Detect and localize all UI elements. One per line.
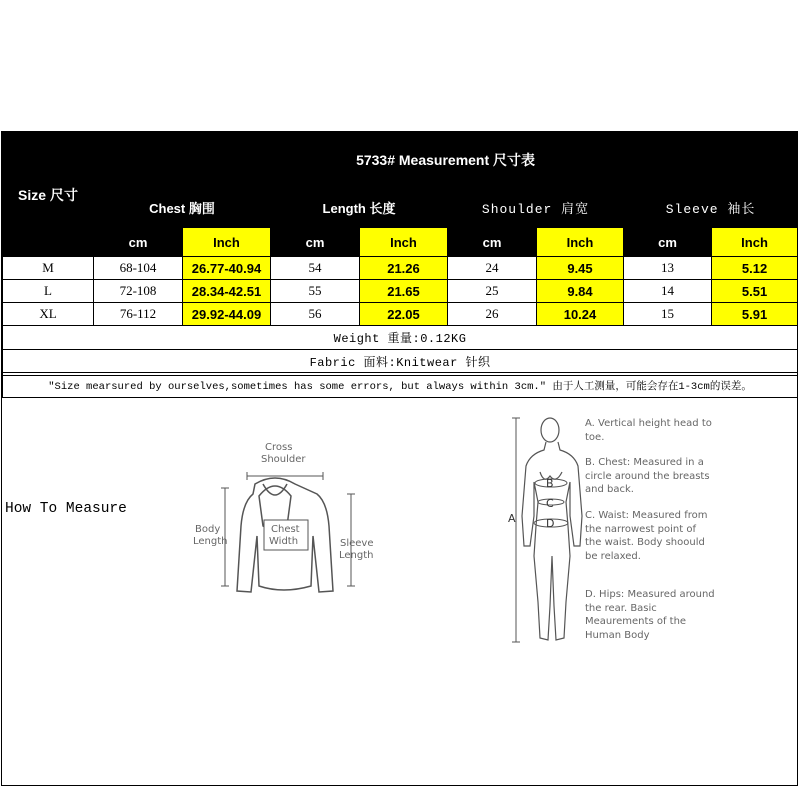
unit-cm: cm (624, 228, 712, 257)
sleeve-header: Sleeve 袖长 (624, 187, 798, 228)
chest-width-label-1: Chest (271, 524, 300, 535)
step-c-text: C. Waist: Measured from the narrowest point of the waist. Body shoould be relaxed. (585, 510, 708, 562)
marker-a: A (508, 512, 516, 525)
how-to-measure-label: How To Measure (5, 501, 127, 517)
length-header: Length 长度 (271, 187, 448, 228)
size-header: Size 尺寸 (3, 133, 94, 257)
sleeve-cm-cell: 15 (624, 303, 712, 326)
chest-header: Chest 胸围 (94, 187, 271, 228)
step-d-text: D. Hips: Measured around the rear. Basic Meaurements of the Human Body (585, 589, 715, 641)
unit-inch: Inch (712, 228, 798, 257)
unit-cm: cm (448, 228, 537, 257)
length-cm-cell: 56 (271, 303, 360, 326)
shoulder-header: Shoulder 肩宽 (448, 187, 624, 228)
table-row (3, 280, 798, 303)
head-outline (541, 418, 559, 442)
length-cm-cell: 54 (271, 257, 360, 280)
unit-inch: Inch (183, 228, 271, 257)
unit-inch: Inch (537, 228, 624, 257)
cross-shoulder-label-1: Cross (265, 442, 293, 453)
size-chart (1, 131, 798, 786)
weight-info: Weight 重量:0.12KG (3, 326, 798, 350)
body-length-label-2: Length (193, 536, 228, 547)
length-inch-cell: 21.65 (360, 280, 448, 303)
body-length-label-1: Body (195, 524, 221, 535)
unit-inch: Inch (360, 228, 448, 257)
shoulder-cm-cell: 26 (448, 303, 537, 326)
table-row (3, 257, 798, 280)
chest-inch-cell: 28.34-42.51 (183, 280, 271, 303)
marker-d: D (546, 517, 555, 530)
sleeve-inch-cell: 5.91 (712, 303, 798, 326)
chest-cm-cell: 72-108 (94, 280, 183, 303)
size-table (2, 132, 798, 398)
sleeve-length-label-1: Sleeve (340, 538, 374, 549)
length-inch-cell: 22.05 (360, 303, 448, 326)
body-diagram (512, 406, 592, 656)
marker-c: C (546, 497, 554, 510)
sleeve-cm-cell: 13 (624, 257, 712, 280)
sleeve-cm-cell: 14 (624, 280, 712, 303)
how-to-measure-section (2, 375, 797, 786)
shoulder-inch-cell: 10.24 (537, 303, 624, 326)
marker-b: B (546, 477, 554, 490)
size-cell: XL (3, 303, 94, 326)
measurement-note: "Size mearsured by ourselves,sometimes has some errors, but always within 3cm." 由于人工测量，可能会存在1-3cm的误差。 (3, 373, 798, 398)
sleeve-length-label-2: Length (339, 550, 374, 561)
unit-cm: cm (94, 228, 183, 257)
chest-cm-cell: 68-104 (94, 257, 183, 280)
length-cm-cell: 55 (271, 280, 360, 303)
chest-cm-cell: 76-112 (94, 303, 183, 326)
shoulder-inch-cell: 9.84 (537, 280, 624, 303)
length-inch-cell: 21.26 (360, 257, 448, 280)
chest-inch-cell: 26.77-40.94 (183, 257, 271, 280)
unit-cm: cm (271, 228, 360, 257)
shoulder-cm-cell: 24 (448, 257, 537, 280)
table-title: 5733# Measurement 尺寸表 (94, 133, 798, 187)
table-row (3, 303, 798, 326)
sleeve-inch-cell: 5.51 (712, 280, 798, 303)
step-b-text: B. Chest: Measured in a circle around the breasts and back. (585, 457, 710, 495)
shoulder-inch-cell: 9.45 (537, 257, 624, 280)
size-cell: L (3, 280, 94, 303)
shoulder-cm-cell: 25 (448, 280, 537, 303)
body-outline (522, 442, 582, 640)
fabric-info: Fabric 面料:Knitwear 针织 (3, 350, 798, 373)
cross-shoulder-label-2: Shoulder (261, 454, 306, 465)
step-a-text: A. Vertical height head to toe. (585, 418, 712, 443)
chest-inch-cell: 29.92-44.09 (183, 303, 271, 326)
size-cell: M (3, 257, 94, 280)
sleeve-inch-cell: 5.12 (712, 257, 798, 280)
chest-width-label-2: Width (269, 536, 299, 547)
garment-diagram (187, 436, 377, 606)
